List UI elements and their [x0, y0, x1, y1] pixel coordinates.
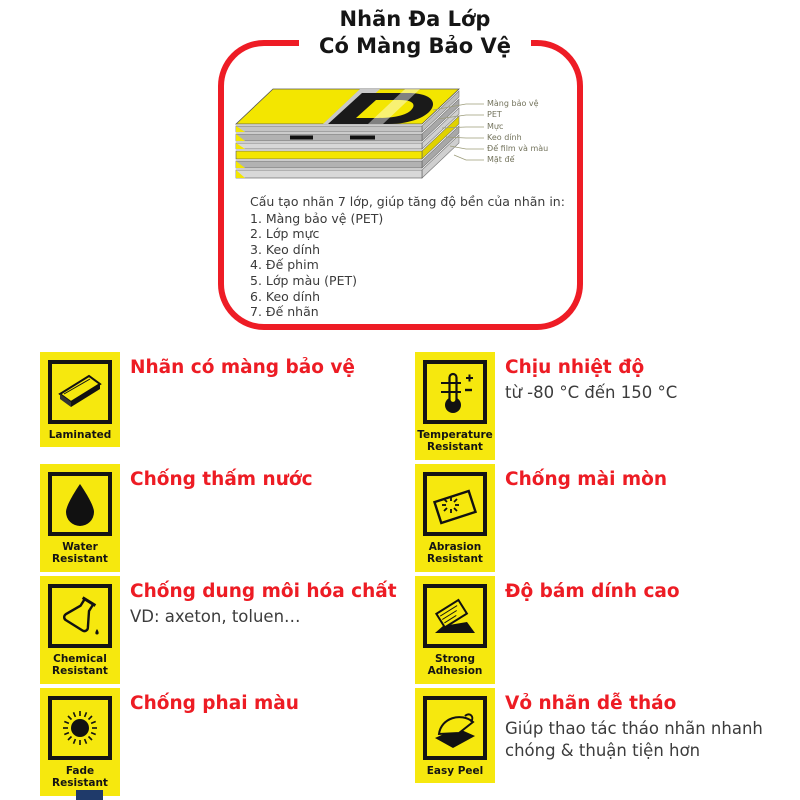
caption-item-3: 3. Keo dính: [250, 241, 321, 257]
feature-heading: Chống thấm nước: [130, 469, 313, 490]
feature-abrasion: [415, 464, 800, 576]
badge-label: Laminated: [48, 429, 112, 441]
feature-fade: [40, 688, 415, 800]
page-title-line2: Có Màng Bảo Vệ: [319, 33, 511, 58]
feature-heading: Chống phai màu: [130, 693, 299, 714]
feature-heading: Vỏ nhãn dễ tháo: [505, 693, 677, 714]
layer-label-protective-film: Màng bảo vệ: [487, 99, 539, 108]
caption-item-7: 7. Đế nhãn: [250, 304, 319, 320]
feature-grid: [40, 352, 800, 800]
footer-navy-bar: [76, 790, 103, 800]
page-title: [299, 6, 531, 60]
feature-laminated: [40, 352, 415, 464]
badge-label: Fade Resistant: [52, 765, 108, 790]
caption-intro: Cấu tạo nhãn 7 lớp, giúp tăng độ bền của nhãn in:: [250, 194, 565, 209]
feature-adhesion: [415, 576, 800, 688]
caption-item-6: 6. Keo dính: [250, 288, 321, 304]
peel-icon: [423, 696, 487, 760]
badge-label: Chemical Resistant: [52, 653, 108, 678]
easy-peel-badge: [415, 688, 495, 783]
badge-label: Abrasion Resistant: [427, 541, 483, 566]
page-title-line1: Nhãn Đa Lớp: [339, 7, 491, 31]
feature-heading: Nhãn có màng bảo vệ: [130, 357, 355, 378]
feature-heading: Độ bám dính cao: [505, 581, 680, 602]
laminated-badge: [40, 352, 120, 447]
layer-label-ink: Mực: [487, 122, 504, 131]
badge-label: Temperature Resistant: [417, 429, 493, 454]
layer-structure-caption: [250, 194, 580, 320]
temperature-badge: [415, 352, 495, 460]
feature-temperature: [415, 352, 800, 464]
feature-chemical: [40, 576, 415, 688]
feature-water: [40, 464, 415, 576]
feature-description: Giúp thao tác tháo nhãn nhanh chóng & thuận tiện hơn: [505, 719, 763, 760]
chemical-badge: [40, 576, 120, 684]
feature-heading: Chống dung môi hóa chất: [130, 581, 397, 602]
strong-adhesion-icon: [423, 584, 487, 648]
laminated-icon: [48, 360, 112, 424]
caption-item-1: 1. Màng bảo vệ (PET): [250, 210, 384, 226]
flask-icon: [48, 584, 112, 648]
sun-icon: [48, 696, 112, 760]
feature-easy-peel: [415, 688, 800, 800]
thermometer-icon: [423, 360, 487, 424]
water-badge: [40, 464, 120, 572]
badge-label: Water Resistant: [52, 541, 108, 566]
fade-badge: [40, 688, 120, 796]
feature-description: VD: axeton, toluen…: [130, 607, 301, 627]
badge-label: Easy Peel: [426, 765, 484, 777]
feature-description: từ -80 °C đến 150 °C: [505, 383, 678, 403]
layer-label-base: Mặt đế: [487, 155, 515, 164]
water-drop-icon: [48, 472, 112, 536]
layer-label-adhesive: Keo dính: [487, 133, 522, 142]
abrasion-icon: [423, 472, 487, 536]
abrasion-badge: [415, 464, 495, 572]
feature-heading: Chịu nhiệt độ: [505, 357, 645, 378]
adhesion-badge: [415, 576, 495, 684]
caption-item-5: 5. Lớp màu (PET): [250, 272, 357, 288]
layer-label-film-base: Đế film và màu: [487, 144, 549, 153]
feature-heading: Chống mài mòn: [505, 469, 668, 490]
badge-label: Strong Adhesion: [427, 653, 483, 678]
layer-label-pet: PET: [487, 110, 502, 119]
caption-item-2: 2. Lớp mực: [250, 226, 320, 242]
caption-item-4: 4. Đế phim: [250, 257, 319, 273]
